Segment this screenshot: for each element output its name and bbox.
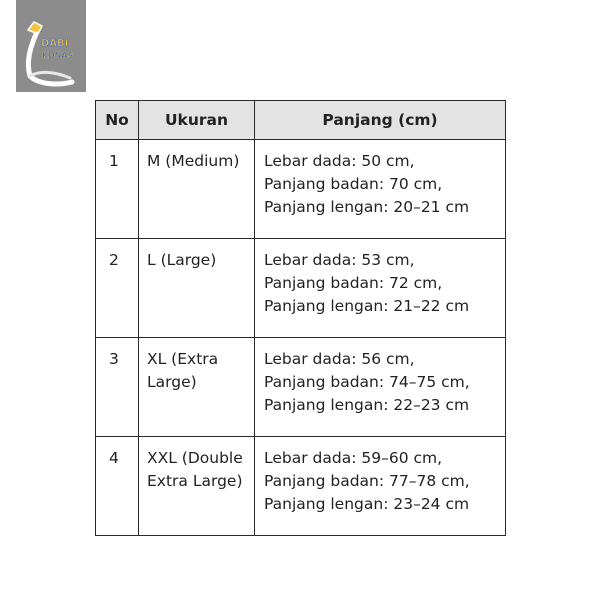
size-name-line: Large) <box>147 373 197 391</box>
row-number: 3 <box>96 338 139 437</box>
size-details <box>255 338 506 437</box>
column-header-no: No <box>96 101 139 140</box>
size-name-line: M (Medium) <box>147 152 240 170</box>
chest-width: Lebar dada: 50 cm, <box>264 152 415 170</box>
sleeve-length: Panjang lengan: 21–22 cm <box>264 297 470 315</box>
body-length: Panjang badan: 74–75 cm, <box>264 373 470 391</box>
table-row <box>96 437 506 536</box>
size-name-line: XXL (Double <box>147 449 243 467</box>
column-header-size: Ukuran <box>139 101 255 140</box>
chest-width: Lebar dada: 53 cm, <box>264 251 415 269</box>
svg-text:DABI: DABI <box>41 38 69 49</box>
logo-figure-icon <box>16 0 86 92</box>
row-number: 4 <box>96 437 139 536</box>
size-details <box>255 437 506 536</box>
sleeve-length: Panjang lengan: 23–24 cm <box>264 495 470 513</box>
size-name-line: Extra Large) <box>147 472 243 490</box>
sleeve-length: Panjang lengan: 22–23 cm <box>264 396 470 414</box>
body-length: Panjang badan: 77–78 cm, <box>264 472 470 490</box>
size-name-line: XL (Extra <box>147 350 219 368</box>
body-length: Panjang badan: 72 cm, <box>264 274 443 292</box>
table-row <box>96 140 506 239</box>
table-header-row <box>96 101 506 140</box>
row-number: 2 <box>96 239 139 338</box>
size-details <box>255 239 506 338</box>
size-name <box>139 239 255 338</box>
table-row <box>96 239 506 338</box>
size-details <box>255 140 506 239</box>
row-number: 1 <box>96 140 139 239</box>
size-name <box>139 437 255 536</box>
size-chart-table <box>95 100 506 536</box>
brand-logo <box>16 0 86 92</box>
chest-width: Lebar dada: 59–60 cm, <box>264 449 443 467</box>
size-name-line: L (Large) <box>147 251 217 269</box>
column-header-length: Panjang (cm) <box>255 101 506 140</box>
svg-text:KONAS: KONAS <box>42 51 74 60</box>
size-name <box>139 338 255 437</box>
body-length: Panjang badan: 70 cm, <box>264 175 443 193</box>
sleeve-length: Panjang lengan: 20–21 cm <box>264 198 470 216</box>
chest-width: Lebar dada: 56 cm, <box>264 350 415 368</box>
size-name <box>139 140 255 239</box>
table-row <box>96 338 506 437</box>
